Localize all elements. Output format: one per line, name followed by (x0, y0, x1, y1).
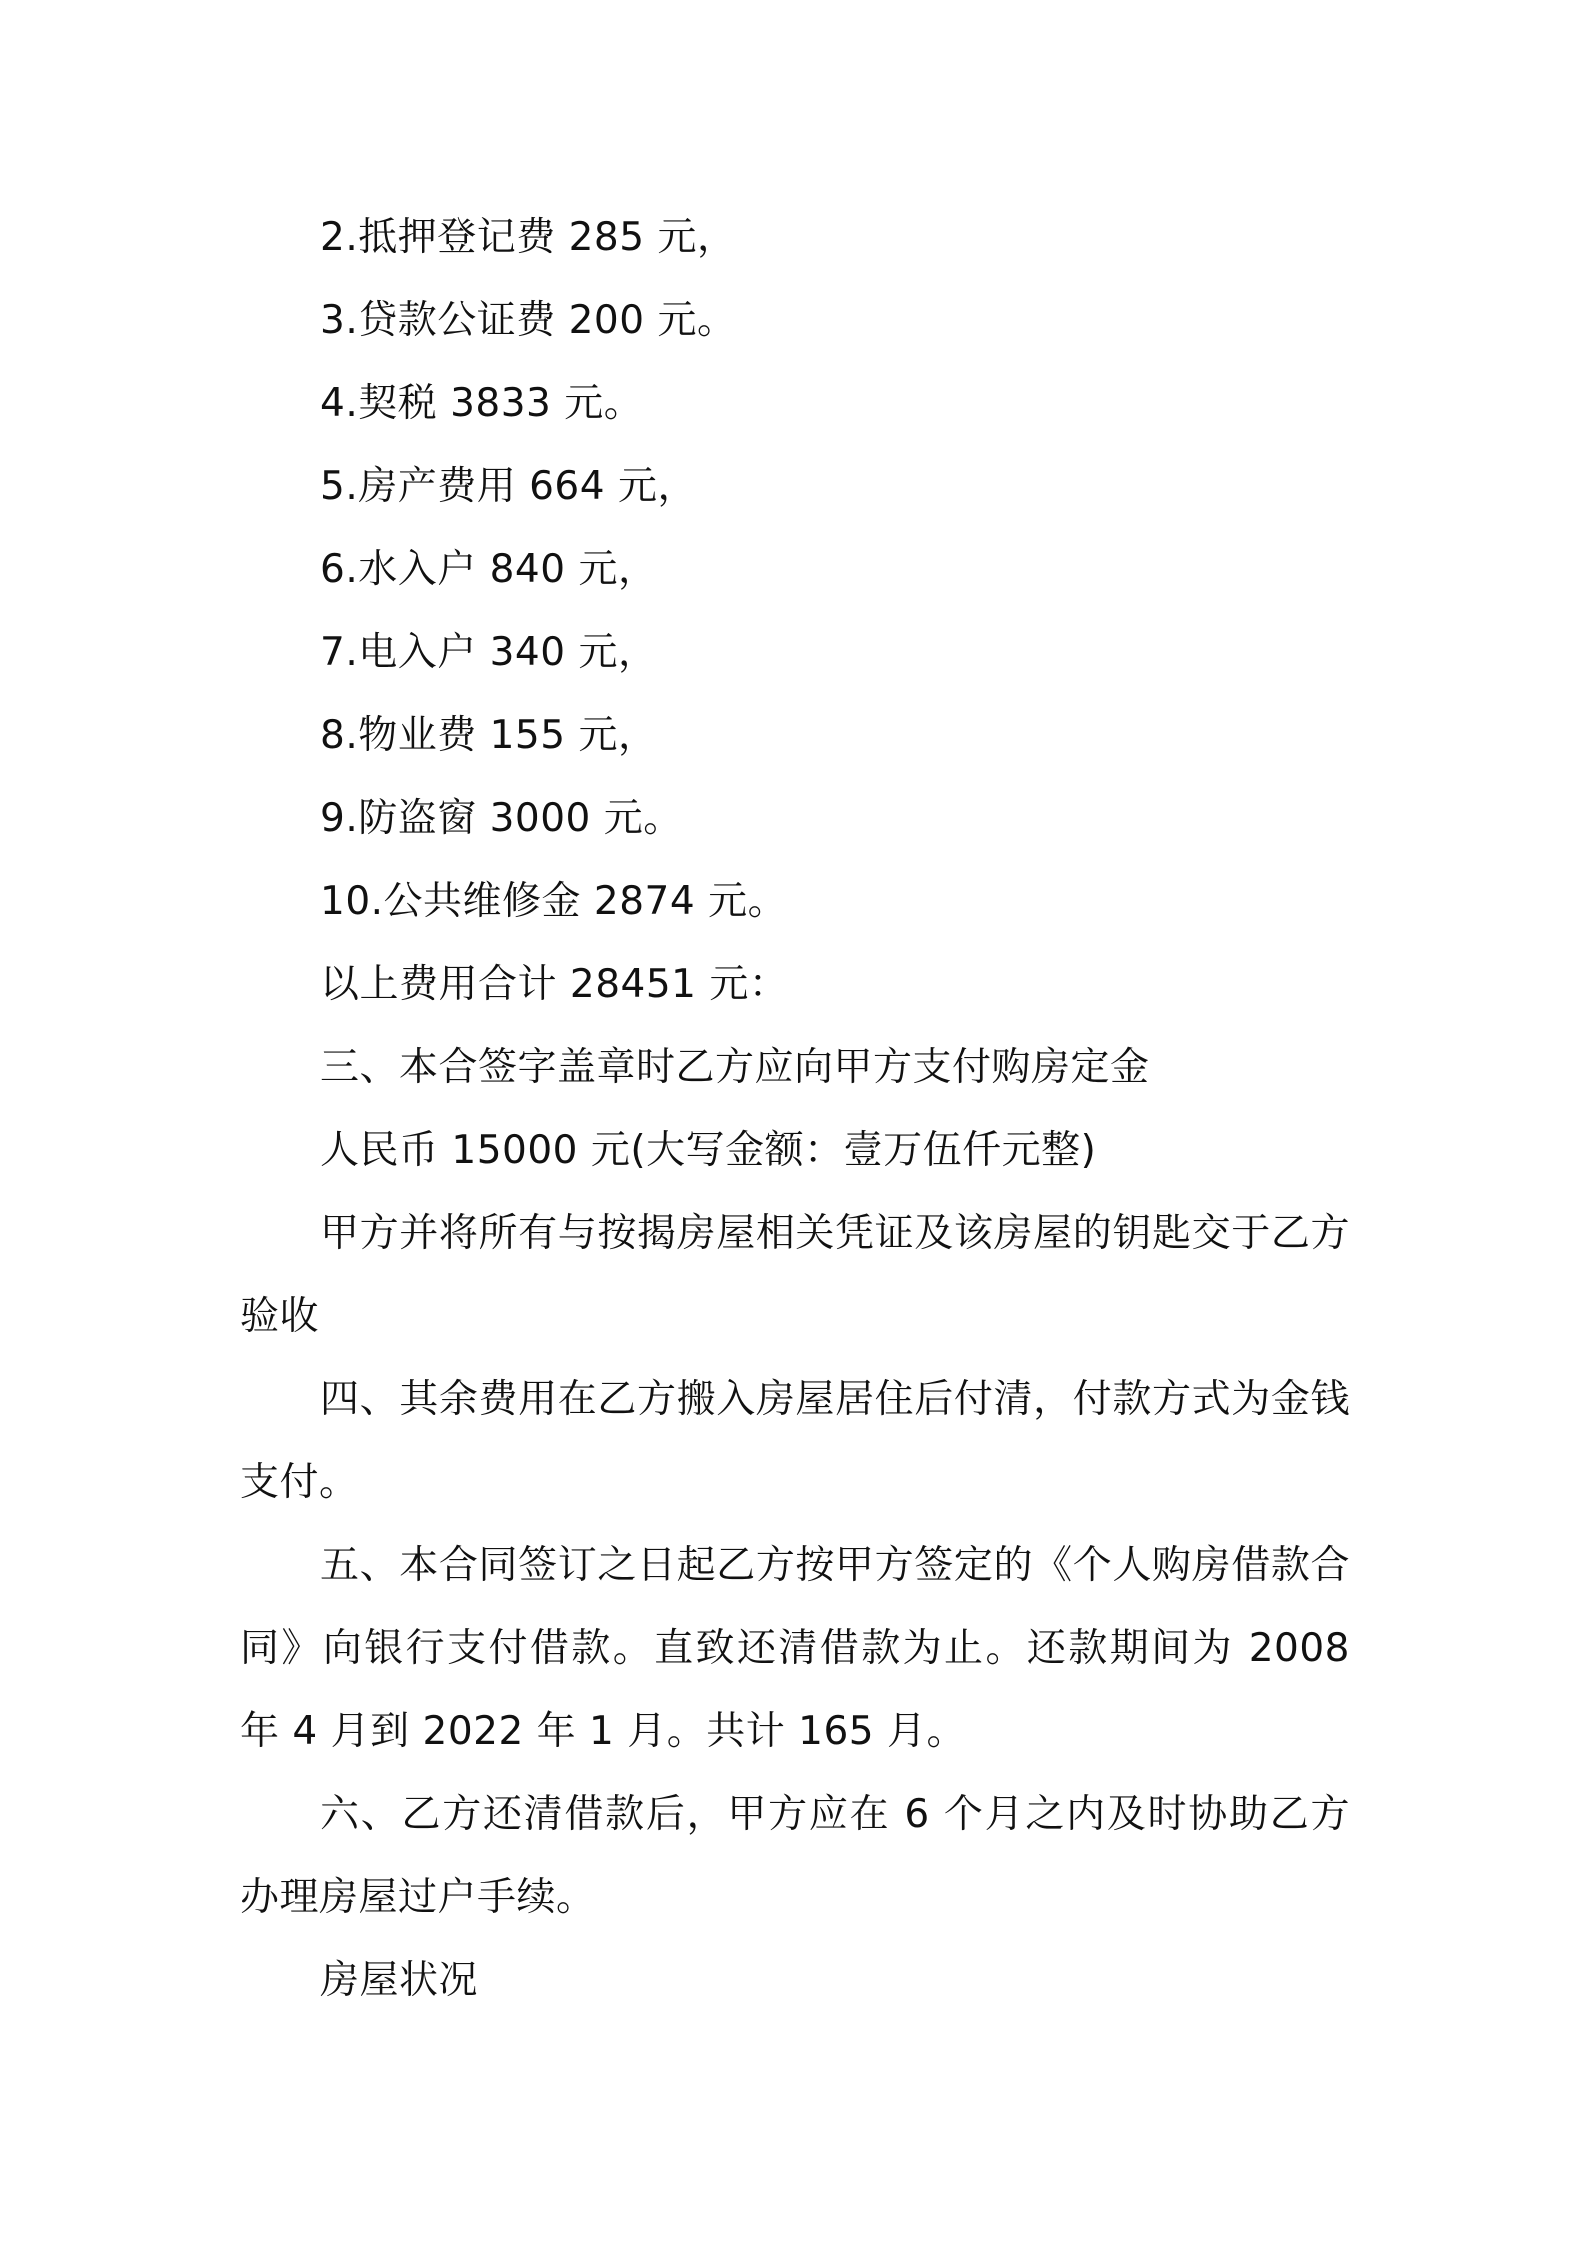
section-6-paragraph: 六、乙方还清借款后，甲方应在 6 个月之内及时协助乙方办理房屋过户手续。 (240, 1792, 1350, 1920)
document-body (240, 196, 1350, 2022)
fee-item-electricity-connection: 7.电入户 340 元， (320, 630, 658, 675)
section-4-paragraph: 四、其余费用在乙方搬入房屋居住后付清，付款方式为金钱支付。 (240, 1377, 1350, 1505)
fee-item-property-fee: 5.房产费用 664 元， (320, 464, 697, 509)
section-5-paragraph: 五、本合同签订之日起乙方按甲方签定的《个人购房借款合同》向银行支付借款。直致还清借款为止。还款期间为 2008 年 4 月到 2022 年 1 月。共计 165 月。 (240, 1543, 1350, 1754)
fee-item-management-fee: 8.物业费 155 元， (320, 713, 658, 758)
section-3-detail: 甲方并将所有与按揭房屋相关凭证及该房屋的钥匙交于乙方验收 (240, 1211, 1350, 1339)
fee-item-maintenance-fund: 10.公共维修金 2874 元。 (320, 879, 788, 924)
fee-item-loan-notarization: 3.贷款公证费 200 元。 (320, 298, 737, 343)
fee-total: 以上费用合计 28451 元： (320, 962, 789, 1007)
section-3-amount: 人民币 15000 元(大写金额：壹万伍仟元整) (320, 1128, 1097, 1173)
fee-item-mortgage-registration: 2.抵押登记费 285 元， (320, 215, 737, 260)
section-3-title: 三、本合签字盖章时乙方应向甲方支付购房定金 (320, 1045, 1150, 1090)
house-status-heading: 房屋状况 (320, 1958, 479, 2003)
fee-item-security-window: 9.防盗窗 3000 元。 (320, 796, 683, 841)
fee-item-deed-tax: 4.契税 3833 元。 (320, 381, 644, 426)
fee-item-water-connection: 6.水入户 840 元， (320, 547, 658, 592)
